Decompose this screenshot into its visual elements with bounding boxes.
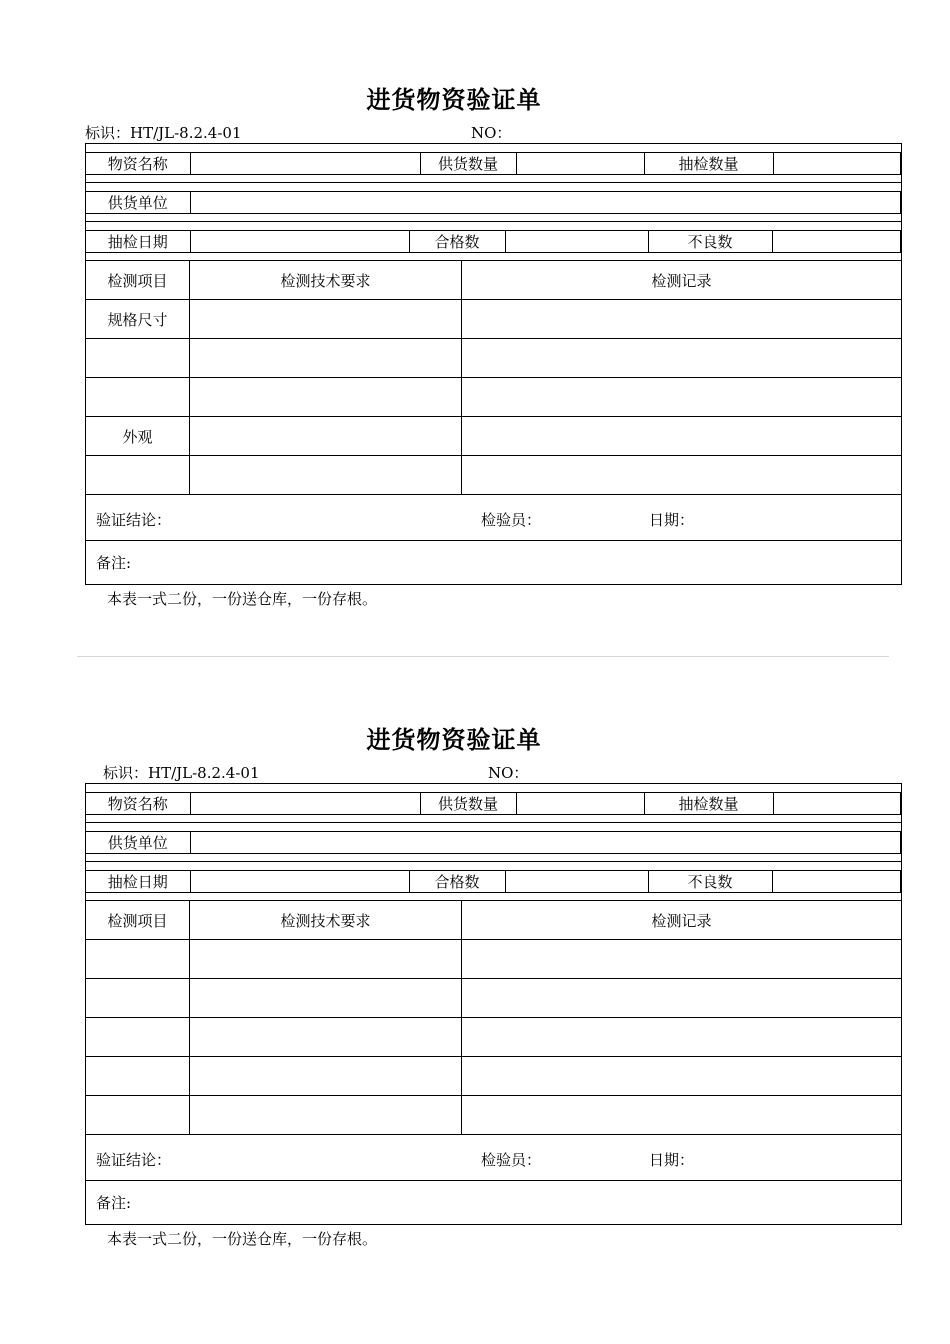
inspection-date-field[interactable] (190, 230, 409, 252)
inspection-date-field[interactable] (190, 870, 409, 892)
record-cell[interactable] (462, 300, 902, 339)
record-cell[interactable] (462, 940, 902, 979)
material-name-label: 物资名称 (86, 152, 190, 174)
sample-quantity-field[interactable] (773, 152, 901, 174)
requirement-cell[interactable] (190, 1018, 462, 1057)
form-title: 进货物资验证单 (366, 725, 542, 754)
form-table (85, 783, 902, 1225)
item-cell[interactable] (86, 1057, 190, 1096)
sample-quantity-field[interactable] (773, 792, 901, 814)
header-row-1 (86, 144, 902, 183)
qualified-count-label: 合格数 (409, 870, 505, 892)
inspector-label: 检验员： (481, 1150, 542, 1169)
supplier-field[interactable] (190, 191, 901, 213)
record-cell[interactable] (462, 339, 902, 378)
header-row-2 (86, 183, 902, 222)
conclusion-label: 验证结论： (96, 1150, 172, 1169)
col-header-record: 检测记录 (462, 901, 902, 940)
qualified-count-label: 合格数 (409, 230, 505, 252)
material-name-field[interactable] (190, 792, 420, 814)
material-name-label: 物资名称 (86, 792, 190, 814)
form-code: 标识：HT/JL-8.2.4-01 (85, 124, 242, 142)
remarks-row[interactable] (86, 1181, 902, 1225)
record-cell[interactable] (462, 378, 902, 417)
form-code: 标识：HT/JL-8.2.4-01 (103, 764, 260, 782)
inspector-label: 检验员： (481, 510, 542, 529)
record-cell[interactable] (462, 1096, 902, 1135)
form-title: 进货物资验证单 (366, 85, 542, 114)
conclusion-row[interactable] (86, 1135, 902, 1181)
table-row (86, 979, 902, 1018)
requirement-cell[interactable] (190, 456, 462, 495)
requirement-cell[interactable] (190, 417, 462, 456)
qualified-count-field[interactable] (505, 230, 648, 252)
item-cell[interactable] (86, 339, 190, 378)
item-cell: 规格尺寸 (86, 300, 190, 339)
record-cell[interactable] (462, 979, 902, 1018)
col-header-item: 检测项目 (86, 901, 190, 940)
defective-count-label: 不良数 (648, 230, 772, 252)
requirement-cell[interactable] (190, 979, 462, 1018)
remarks-label: 备注: (96, 1194, 132, 1212)
col-header-requirement: 检测技术要求 (190, 261, 462, 300)
footnote: 本表一式二份，一份送仓库，一份存根。 (107, 590, 378, 608)
record-cell[interactable] (462, 417, 902, 456)
item-cell[interactable] (86, 979, 190, 1018)
col-header-record: 检测记录 (462, 261, 902, 300)
remarks-row[interactable] (86, 541, 902, 585)
date-label: 日期： (649, 510, 695, 529)
requirement-cell[interactable] (190, 1057, 462, 1096)
requirement-cell[interactable] (190, 1096, 462, 1135)
defective-count-field[interactable] (772, 230, 901, 252)
remarks-label: 备注: (96, 554, 132, 572)
table-row (86, 300, 902, 339)
supply-quantity-field[interactable] (516, 152, 644, 174)
requirement-cell[interactable] (190, 378, 462, 417)
requirement-cell[interactable] (190, 300, 462, 339)
table-row (86, 1018, 902, 1057)
defective-count-field[interactable] (772, 870, 901, 892)
form-number-label: NO： (488, 764, 529, 782)
page-divider (77, 656, 889, 657)
sample-quantity-label: 抽检数量 (644, 152, 773, 174)
table-row (86, 1057, 902, 1096)
form-table (85, 143, 902, 585)
table-row (86, 1096, 902, 1135)
record-cell[interactable] (462, 1057, 902, 1096)
header-row-1 (86, 784, 902, 823)
item-cell[interactable] (86, 1018, 190, 1057)
date-label: 日期： (649, 1150, 695, 1169)
inspection-date-label: 抽检日期 (86, 870, 190, 892)
requirement-cell[interactable] (190, 339, 462, 378)
conclusion-row[interactable] (86, 495, 902, 541)
col-header-item: 检测项目 (86, 261, 190, 300)
form-number-label: NO： (471, 124, 512, 142)
item-cell[interactable] (86, 940, 190, 979)
supplier-field[interactable] (190, 831, 901, 853)
table-row (86, 417, 902, 456)
col-header-requirement: 检测技术要求 (190, 901, 462, 940)
record-cell[interactable] (462, 1018, 902, 1057)
item-cell: 外观 (86, 417, 190, 456)
supply-quantity-label: 供货数量 (420, 152, 516, 174)
conclusion-label: 验证结论： (96, 510, 172, 529)
defective-count-label: 不良数 (648, 870, 772, 892)
table-row (86, 378, 902, 417)
header-row-3 (86, 222, 902, 261)
material-name-field[interactable] (190, 152, 420, 174)
header-row-2 (86, 823, 902, 862)
supply-quantity-label: 供货数量 (420, 792, 516, 814)
inspection-date-label: 抽检日期 (86, 230, 190, 252)
item-cell[interactable] (86, 1096, 190, 1135)
record-cell[interactable] (462, 456, 902, 495)
header-row-3 (86, 862, 902, 901)
supplier-label: 供货单位 (86, 831, 190, 853)
sample-quantity-label: 抽检数量 (644, 792, 773, 814)
footnote: 本表一式二份，一份送仓库，一份存根。 (107, 1230, 378, 1248)
item-cell[interactable] (86, 456, 190, 495)
qualified-count-field[interactable] (505, 870, 648, 892)
supplier-label: 供货单位 (86, 191, 190, 213)
supply-quantity-field[interactable] (516, 792, 644, 814)
table-row (86, 940, 902, 979)
item-cell[interactable] (86, 378, 190, 417)
requirement-cell[interactable] (190, 940, 462, 979)
table-row (86, 339, 902, 378)
table-row (86, 456, 902, 495)
